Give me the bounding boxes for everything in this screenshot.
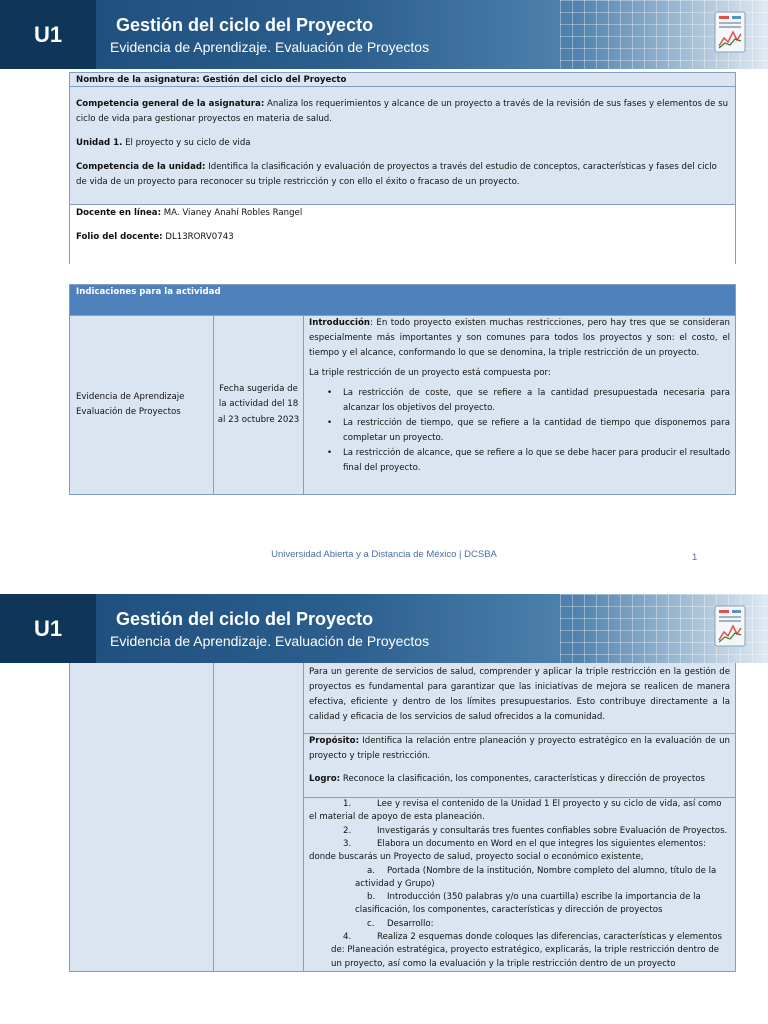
competencia-general-label: Competencia general de la asignatura: — [76, 99, 265, 109]
substep-letter: c. — [367, 918, 375, 929]
proposito-text: Identifica la relación entre planeación y proyecto estratégico en la evaluación de un proyecto y triple restricción. — [309, 735, 730, 761]
footer-institution: Universidad Abierta y a Distancia de México | DCSBA — [271, 549, 497, 560]
unit-badge: U1 — [0, 0, 96, 69]
list-item: • La restricción de tiempo, que se refiere a la cantidad de tiempo que disponemos para completar un proyecto. — [309, 416, 730, 446]
indicaciones-body — [70, 316, 735, 494]
proposito-section — [304, 733, 735, 797]
page-header-2 — [0, 594, 768, 663]
folio — [76, 230, 729, 245]
step-text: Lee y revisa el contenido de la Unidad 1 El proyecto y su ciclo de vida, así como el material de apoyo de esta planeación. — [309, 798, 722, 823]
activity-name-line2: Evaluación de Proyectos — [76, 407, 181, 417]
substep-letter: a. — [367, 865, 375, 876]
unit-badge: U1 — [0, 594, 96, 663]
step-item — [309, 838, 730, 865]
substep-text: Desarrollo: — [387, 918, 434, 929]
header-subtitle: Evidencia de Aprendizaje. Evaluación de Proyectos — [110, 39, 430, 55]
introduccion-text: : En todo proyecto existen muchas restricciones, pero hay tres que se consideran especialmente más importantes y son comunes para todos los proyectos y son: el costo, el tiempo y el alcance, conformando lo que se denomina, la triple restricción de un proyecto. — [309, 318, 730, 359]
proposito-label: Propósito: — [309, 735, 360, 746]
logro-label: Logro: — [309, 773, 341, 784]
triple-restriccion-list — [309, 386, 730, 476]
step-item — [309, 931, 730, 971]
fecha-sugerida: Fecha sugerida de la actividad del 18 al 23 octubre 2023 — [217, 384, 300, 425]
competencia-unidad — [76, 160, 729, 190]
course-name: Nombre de la asignatura: Gestión del ciclo del Proyecto — [76, 75, 347, 85]
fecha-cell — [214, 663, 304, 971]
instructions-cell — [304, 663, 735, 971]
header-subtitle: Evidencia de Aprendizaje. Evaluación de Proyectos — [110, 633, 430, 649]
docente-name: MA. Vianey Anahí Robles Rangel — [161, 208, 303, 218]
header-title: Gestión del ciclo del Proyecto — [116, 609, 374, 629]
course-name-row — [70, 73, 735, 87]
substep-item — [309, 865, 730, 892]
header-title: Gestión del ciclo del Proyecto — [116, 15, 374, 35]
step-number: 4. — [343, 932, 352, 943]
indicaciones-table-continued — [69, 663, 736, 972]
competencia-general-text: Analiza los requerimientos y alcance de un proyecto a través de la revisión de sus fases y elementos de su ciclo de vida para gestionar proyectos en materia de salud. — [76, 99, 729, 125]
competencia-unidad-text: Identifica la clasificación y evaluación de proyectos a través del estudio de conceptos, características y fases del ciclo de vida de un proyecto para reconocer su triple restricción y con ello el éxito o fracaso de un proyecto. — [76, 162, 717, 188]
triple-restriccion-intro: La triple restricción de un proyecto está compuesta por: — [309, 368, 551, 379]
proposito — [309, 734, 730, 764]
activity-name-line1: Evidencia de Aprendizaje — [76, 391, 185, 402]
indicaciones-table — [69, 284, 736, 495]
competencia-general — [76, 97, 729, 127]
introduccion-label: Introducción — [309, 318, 370, 328]
instructions-cell — [304, 316, 735, 494]
list-item: • La restricción de alcance, que se refiere a lo que se debe hacer para producir el resultado final del proyecto. — [309, 446, 730, 476]
docente-label: Docente en línea: — [76, 208, 162, 218]
substep-letter: b. — [367, 892, 376, 903]
indicaciones-header — [70, 285, 735, 316]
unidad-text: El proyecto y su ciclo de vida — [122, 138, 251, 149]
substep-text: Introducción (350 palabras y/o una cuartilla) escribe la importancia de la clasificación, los componentes, características y dirección de proyectos — [355, 892, 701, 916]
step-text: Realiza 2 esquemas donde coloques las diferencias, características y elementos de: Planeación estratégica, proyecto estratégico, explicarás, la triple restricción dentro de un proyecto, así como la evaluación y la triple restricción dentro de un proyecto — [331, 932, 723, 969]
competencia-unidad-label: Competencia de la unidad: — [76, 162, 206, 173]
logro — [309, 772, 730, 787]
activity-name-cell — [70, 316, 214, 494]
step-number: 1. — [343, 798, 352, 809]
step-item — [309, 825, 730, 838]
course-info-upper — [70, 73, 735, 204]
indicaciones-title: Indicaciones para la actividad — [76, 287, 221, 297]
step-text: Elabora un documento en Word en el que integres los siguientes elementos: donde buscarás un Proyecto de salud, proyecto social o económico existente, — [309, 838, 706, 863]
substep-text: Portada (Nombre de la institución, Nombre completo del alumno, título de la actividad y Grupo) — [355, 865, 717, 889]
unidad — [76, 136, 729, 151]
step-number: 3. — [343, 838, 352, 849]
chart-document-icon — [712, 604, 748, 648]
folio-value: DL13RORV0743 — [162, 232, 234, 243]
introduccion — [309, 316, 730, 361]
page-number: 1 — [692, 552, 698, 563]
steps-section — [304, 797, 735, 971]
step-text: Investigarás y consultarás tres fuentes confiables sobre Evaluación de Proyectos. — [377, 825, 728, 836]
substep-item — [309, 918, 730, 931]
page-header-1 — [0, 0, 768, 69]
logro-text: Reconoce la clasificación, los componentes, características y dirección de proyectos — [340, 773, 705, 784]
course-info-table — [69, 72, 736, 264]
unidad-label: Unidad 1. — [76, 138, 123, 149]
activity-name-cell — [70, 663, 214, 971]
substep-item — [309, 891, 730, 918]
docente — [76, 206, 729, 221]
chart-document-icon — [712, 10, 748, 54]
docente-section — [70, 204, 735, 264]
gerente-paragraph: Para un gerente de servicios de salud, comprender y aplicar la triple restricción en la gestión de proyectos es fundamental para garantizar que las iniciativas de mejora se realicen de manera efectiva, eficiente y dentro de los límites presupuestarios. Esto contribuye directamente a la calidad y eficacia de los servicios de salud ofrecidos a la comunidad. — [309, 667, 730, 723]
step-item — [309, 798, 730, 825]
list-item: • La restricción de coste, que se refiere a la cantidad presupuestada necesaria para alcanzar los objetivos del proyecto. — [309, 386, 730, 416]
step-number: 2. — [343, 825, 352, 836]
folio-label: Folio del docente: — [76, 232, 163, 243]
fecha-cell — [214, 316, 304, 494]
